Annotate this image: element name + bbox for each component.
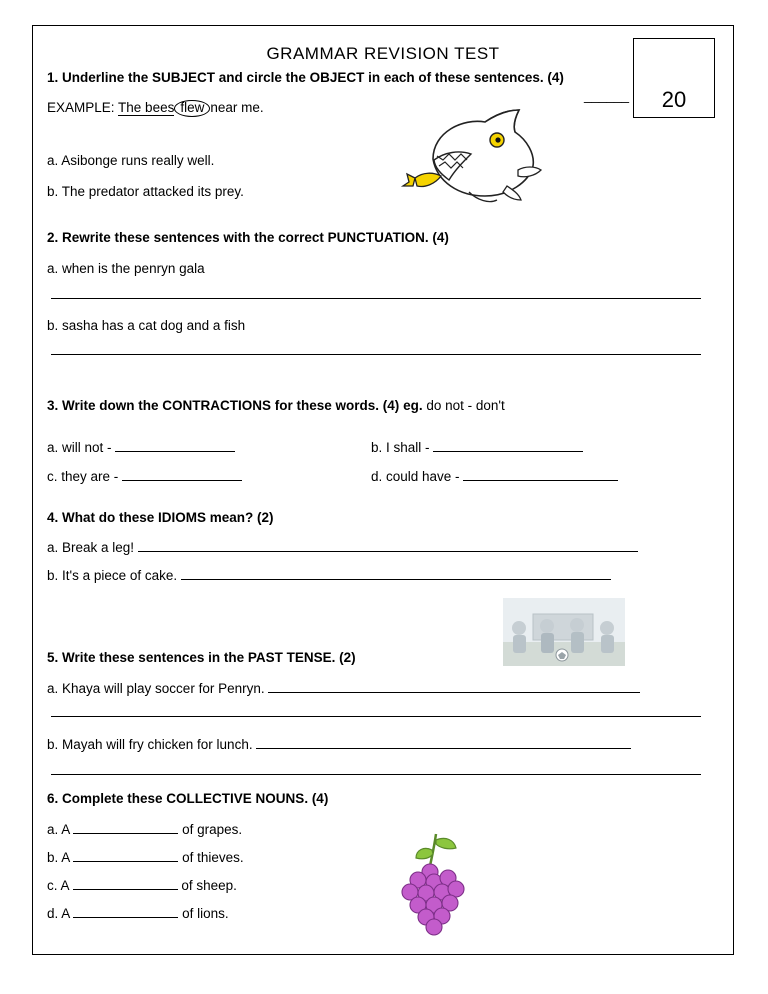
example-object: flew [174, 100, 210, 117]
question-6-number: 6. [47, 791, 59, 806]
question-3-item-d-text: d. could have - [371, 469, 460, 484]
answer-blank[interactable] [433, 438, 583, 452]
answer-blank[interactable] [138, 538, 638, 552]
question-3-item-b [371, 438, 583, 455]
question-6-item-a-suffix: of grapes. [182, 822, 243, 837]
answer-blank[interactable] [73, 848, 178, 862]
question-3-eg-label: eg. [403, 398, 423, 413]
question-1-text: Underline the SUBJECT and circle the OBJECT in each of these sentences. (4) [62, 70, 564, 85]
question-3-item-b-text: b. I shall - [371, 440, 430, 455]
score-total: 20 [661, 87, 687, 112]
question-5-item-b [47, 735, 631, 752]
question-6-item-d [47, 904, 229, 921]
example-label: EXAMPLE: [47, 100, 115, 115]
question-3-text: Write down the CONTRACTIONS for these words. (4) [62, 398, 400, 413]
answer-blank[interactable] [73, 904, 178, 918]
answer-blank[interactable] [122, 467, 242, 481]
question-3-item-c-text: c. they are - [47, 469, 119, 484]
question-2-text: Rewrite these sentences with the correct PUNCTUATION. (4) [62, 230, 449, 245]
answer-line[interactable] [51, 716, 701, 717]
answer-line[interactable] [51, 774, 701, 775]
answer-blank[interactable] [115, 438, 235, 452]
question-5-number: 5. [47, 650, 59, 665]
question-6-item-b-suffix: of thieves. [182, 850, 244, 865]
question-5-text: Write these sentences in the PAST TENSE. (2) [62, 650, 356, 665]
question-4-item-b-text: b. It's a piece of cake. [47, 568, 178, 583]
example-tail: near me. [210, 100, 264, 115]
example-subject: The bees [118, 100, 175, 115]
score-blank-line: ______ [583, 88, 629, 103]
question-6-item-d-prefix: d. A [47, 906, 70, 921]
question-2-item-b: b. sasha has a cat dog and a fish [47, 318, 246, 333]
question-6-item-a-prefix: a. A [47, 822, 70, 837]
question-3-item-d [371, 467, 618, 484]
question-5-item-a-text: a. Khaya will play soccer for Penryn. [47, 681, 265, 696]
answer-line[interactable] [51, 298, 701, 299]
question-3-item-a [47, 438, 235, 455]
answer-blank[interactable] [73, 876, 178, 890]
question-4-item-b [47, 566, 611, 583]
question-6-item-c-prefix: c. A [47, 878, 69, 893]
question-1-example [47, 100, 264, 117]
question-6-item-d-suffix: of lions. [182, 906, 229, 921]
question-6-item-b-prefix: b. A [47, 850, 70, 865]
question-3-prompt [47, 398, 667, 413]
question-6-prompt [47, 791, 647, 806]
question-4-text: What do these IDIOMS mean? (2) [62, 510, 274, 525]
question-5-item-b-text: b. Mayah will fry chicken for lunch. [47, 737, 253, 752]
question-5-item-a [47, 679, 640, 696]
page-title: GRAMMAR REVISION TEST [266, 44, 500, 63]
question-1-number: 1. [47, 70, 59, 85]
question-2-prompt [47, 230, 647, 245]
question-5-prompt [47, 650, 647, 665]
question-6-item-c [47, 876, 237, 893]
grapes-icon [388, 826, 478, 936]
question-4-prompt [47, 510, 647, 525]
answer-line[interactable] [51, 354, 701, 355]
question-4-item-a [47, 538, 638, 555]
question-4-item-a-text: a. Break a leg! [47, 540, 135, 555]
question-3-eg: do not - don't [426, 398, 505, 413]
shark-icon [385, 104, 545, 214]
question-3-item-c [47, 467, 242, 484]
question-1-item-a: a. Asibonge runs really well. [47, 153, 215, 168]
question-3-item-a-text: a. will not - [47, 440, 112, 455]
answer-blank[interactable] [463, 467, 618, 481]
question-2-item-a: a. when is the penryn gala [47, 261, 205, 276]
question-2-number: 2. [47, 230, 59, 245]
question-6-text: Complete these COLLECTIVE NOUNS. (4) [62, 791, 329, 806]
question-1-prompt [47, 70, 647, 85]
worksheet-content [33, 26, 733, 954]
worksheet-page [32, 25, 734, 955]
answer-blank[interactable] [268, 679, 640, 693]
answer-blank[interactable] [181, 566, 611, 580]
question-6-item-c-suffix: of sheep. [181, 878, 237, 893]
answer-blank[interactable] [73, 820, 178, 834]
answer-blank[interactable] [256, 735, 631, 749]
question-3-number: 3. [47, 398, 59, 413]
question-1-item-b: b. The predator attacked its prey. [47, 184, 244, 199]
question-6-item-a [47, 820, 242, 837]
question-4-number: 4. [47, 510, 59, 525]
question-6-item-b [47, 848, 244, 865]
